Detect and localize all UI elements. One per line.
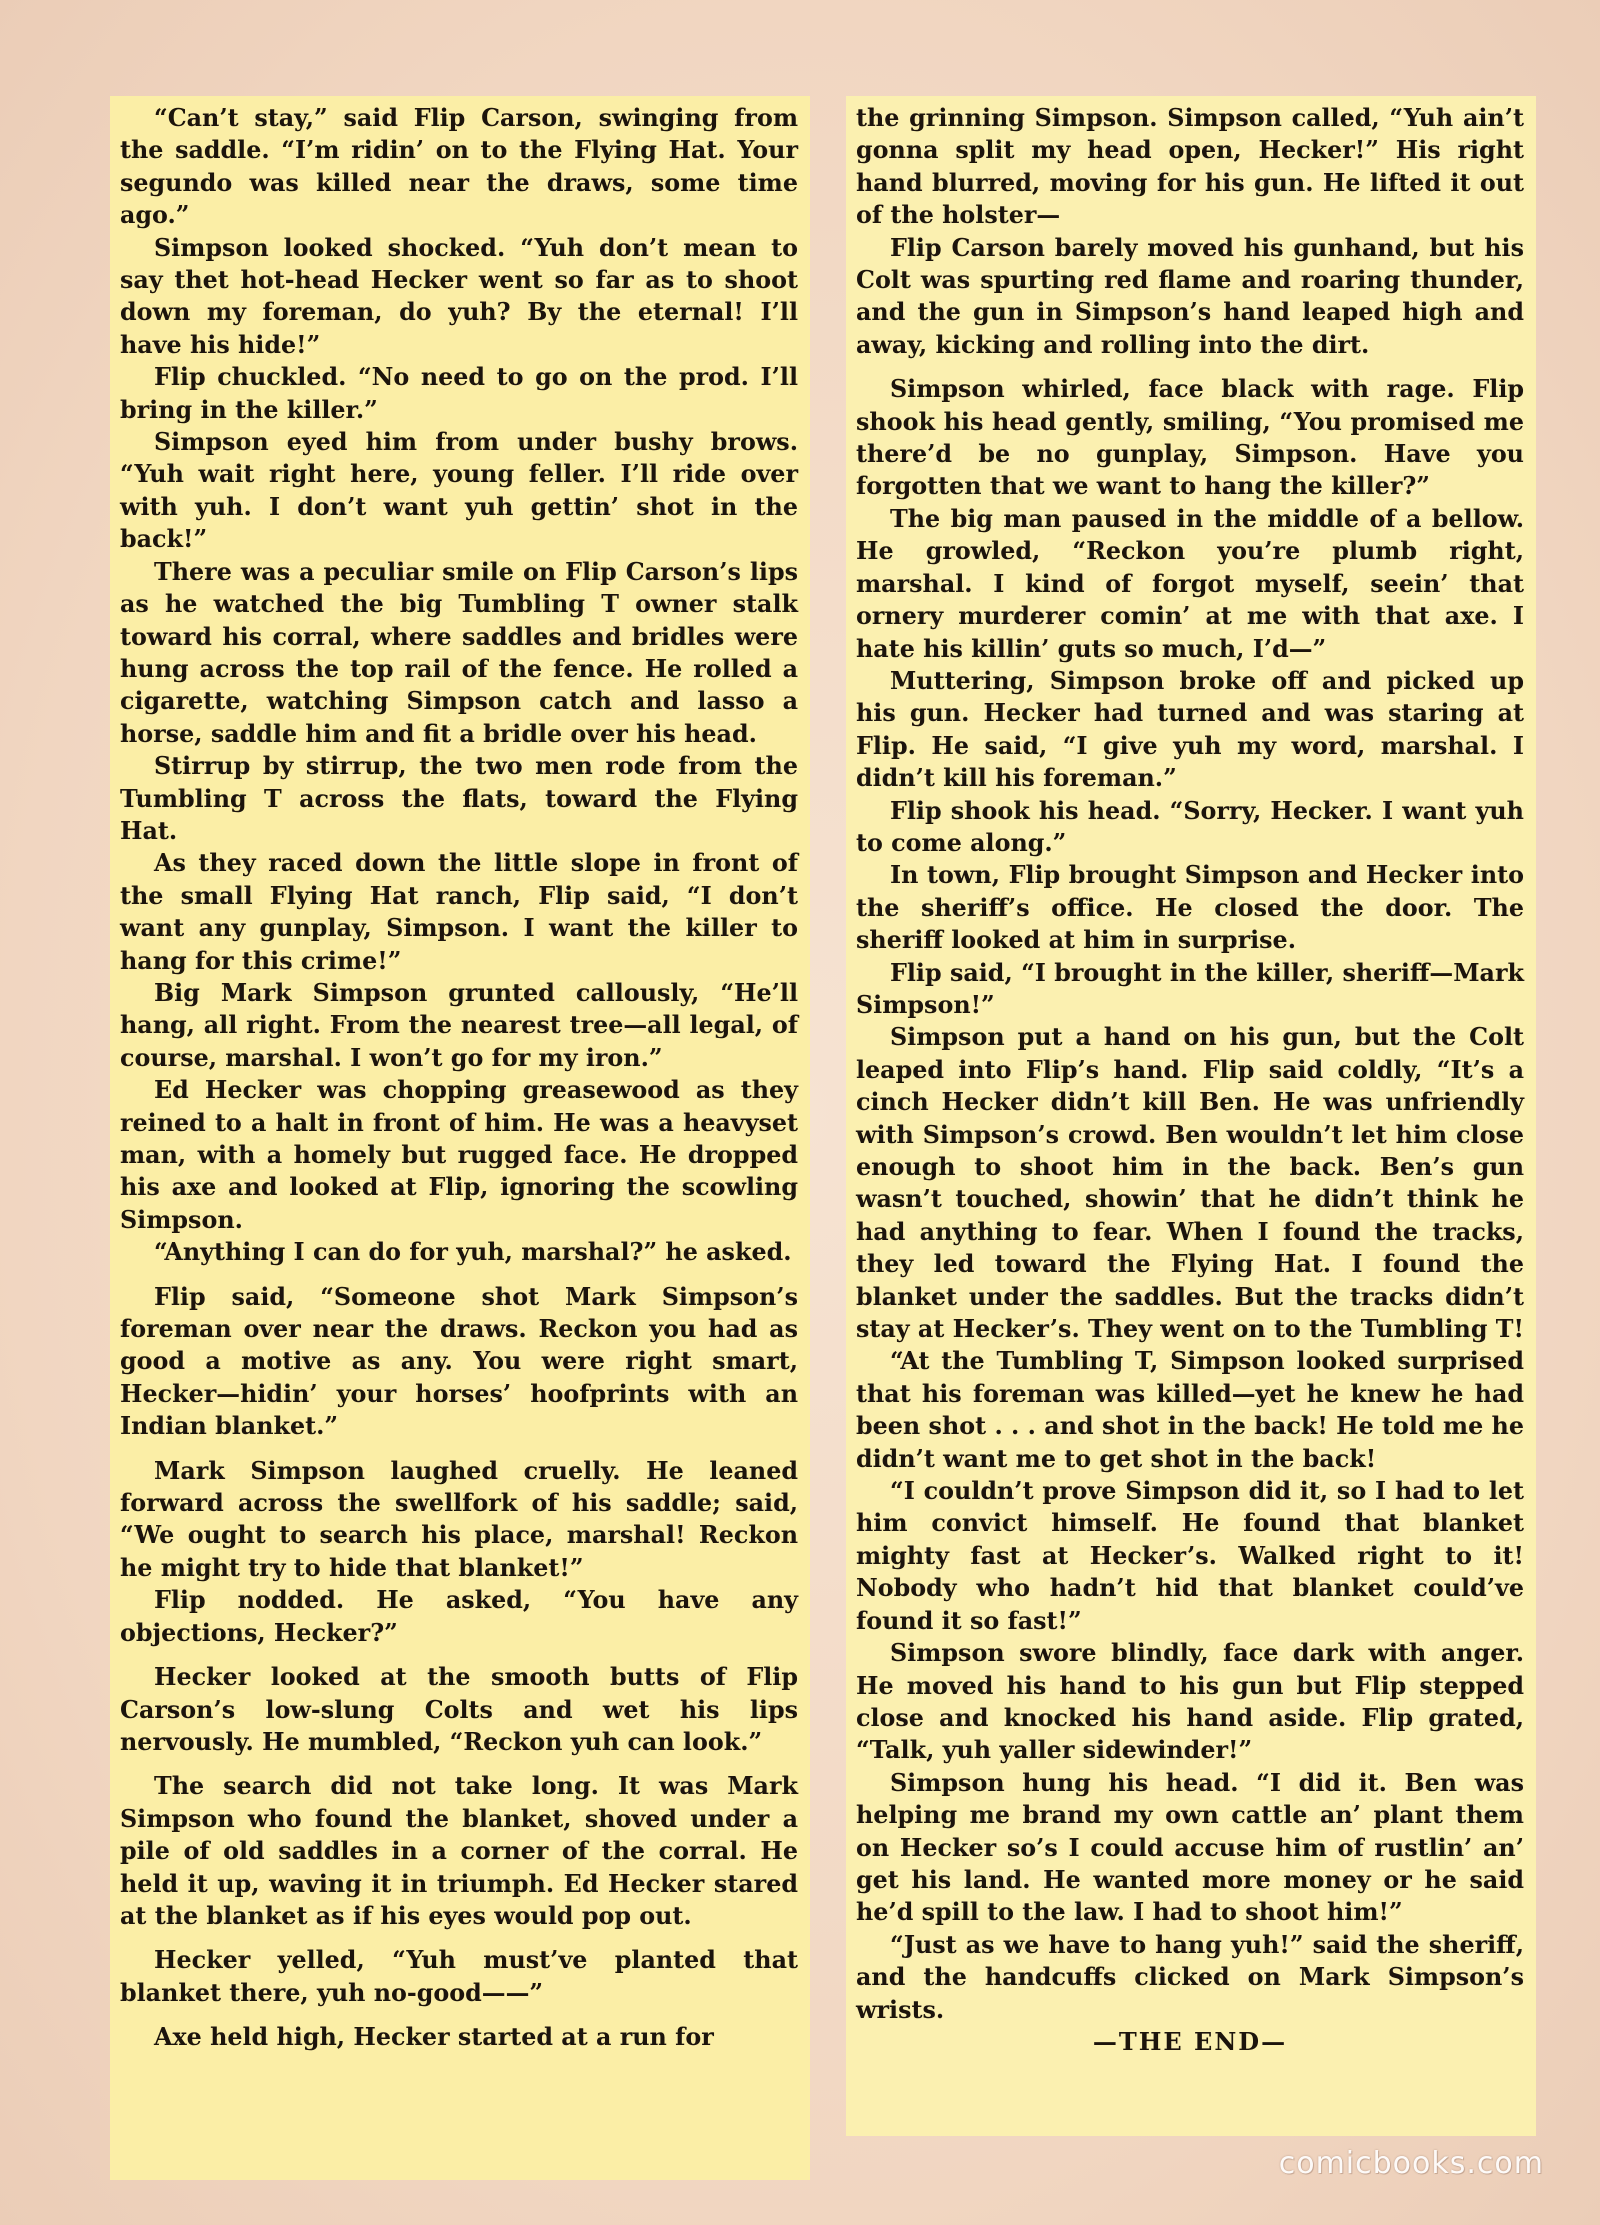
paragraph: Hecker looked at the smooth butts of Flip Carson’s low-slung Colts and wet his lips nervously. He mumbled, “Reckon yuh can look.” — [120, 1663, 798, 1756]
paragraph: Axe held high, Hecker started at a run for — [154, 2023, 714, 2052]
paragraph: “I couldn’t prove Simpson did it, so I had to let him convict himself. He found that blanket mighty fast at Hecker’s. Walked right to it! Nobody who hadn’t hid that blanket could’ve found it so fast!” — [856, 1477, 1524, 1635]
left-text-column — [110, 96, 810, 2180]
paragraph: As they raced down the little slope in front of the small Flying Hat ranch, Flip said, “I don’t want any gunplay, Simpson. I want the killer to hang for this crime!” — [120, 849, 798, 975]
paragraph: Flip chuckled. “No need to go on the prod. I’ll bring in the killer.” — [120, 363, 798, 424]
paragraph: The big man paused in the middle of a bellow. He growled, “Reckon you’re plumb right, marshal. I kind of forgot myself, seein’ that ornery murderer comin’ at me with that axe. I hate his killin’ guts so much, I’d—” — [856, 504, 1524, 663]
right-text-column — [846, 96, 1536, 2136]
paragraph: Simpson looked shocked. “Yuh don’t mean to say thet hot-head Hecker went so far as to shoot down my foreman, do yuh? By the eternal! I’ll have his hide!” — [120, 233, 798, 359]
paragraph: Stirrup by stirrup, the two men rode from the Tumbling T across the flats, toward the Flying Hat. — [120, 752, 798, 845]
paragraph: There was a peculiar smile on Flip Carson’s lips as he watched the big Tumbling T owner stalk toward his corral, where saddles and bridles were hung across the top rail of the fence. He rolled a cigarette, watching Simpson catch and lasso a horse, saddle him and fit a bridle over his head. — [120, 557, 798, 748]
the-end-label: —THE END— — [1092, 2026, 1288, 2056]
paragraph: Hecker yelled, “Yuh must’ve planted that blanket there, yuh no-good——” — [120, 1946, 798, 2007]
watermark: comicbooks.com — [1278, 2146, 1544, 2181]
paragraph: Big Mark Simpson grunted callously, “He’ll hang, all right. From the nearest tree—all legal, of course, marshal. I won’t go for my iron.” — [120, 978, 798, 1072]
paragraph: Mark Simpson laughed cruelly. He leaned forward across the swellfork of his saddle; said, “We ought to search his place, marshal! Reckon he might try to hide that blanket!” — [120, 1456, 798, 1582]
paragraph: The search did not take long. It was Mark Simpson who found the blanket, shoved under a pile of old saddles in a corner of the corral. He held it up, waving it in triumph. Ed Hecker stared at the blanket as if his eyes would pop out. — [120, 1772, 798, 1930]
paragraph: “Can’t stay,” said Flip Carson, swinging from the saddle. “I’m ridin’ on to the Flying Hat. Your segundo was killed near the draws, some time ago.” — [120, 104, 798, 230]
paragraph: Simpson eyed him from under bushy brows. “Yuh wait right here, young feller. I’ll ride over with yuh. I don’t want yuh gettin’ shot in the back!” — [120, 428, 798, 554]
paragraph: Flip shook his head. “Sorry, Hecker. I want yuh to come along.” — [856, 796, 1524, 857]
paragraph: Simpson hung his head. “I did it. Ben was helping me brand my own cattle an’ plant them on Hecker so’s I could accuse him of rustlin’ an’ get his land. He wanted more money or he said he’d spill to the law. I had to shoot him!” — [856, 1768, 1524, 1927]
paragraph: the grinning Simpson. Simpson called, “Yuh ain’t gonna split my head open, Hecker!” His right hand blurred, moving for his gun. He lifted it out of the holster— — [856, 104, 1524, 230]
paragraph: Simpson whirled, face black with rage. Flip shook his head gently, smiling, “You promised me there’d be no gunplay, Simpson. Have you forgotten that we want to hang the killer?” — [856, 375, 1524, 501]
paragraph: Flip said, “I brought in the killer, sheriff—Mark Simpson!” — [856, 958, 1524, 1019]
paragraph: Simpson put a hand on his gun, but the Colt leaped into Flip’s hand. Flip said coldly, “It’s a cinch Hecker didn’t kill Ben. He was unfriendly with Simpson’s crowd. Ben wouldn’t let him close enough to shoot him in the back. Ben’s gun wasn’t touched, showin’ that he didn’t think he had anything to fear. When I found the tracks, they led toward the Flying Hat. I found the blanket under the saddles. But the tracks didn’t stay at Hecker’s. They went on to the Tumbling T! — [856, 1023, 1524, 1344]
paragraph: Flip Carson barely moved his gunhand, but his Colt was spurting red flame and roaring thunder, and the gun in Simpson’s hand leaped high and away, kicking and rolling into the dirt. — [856, 233, 1524, 359]
paragraph: “Just as we have to hang yuh!” said the sheriff, and the handcuffs clicked on Mark Simpson’s wrists. — [856, 1930, 1524, 2024]
paragraph: Ed Hecker was chopping greasewood as they reined to a halt in front of him. He was a heavyset man, with a homely but rugged face. He dropped his axe and looked at Flip, ignoring the scowling Simpson. — [120, 1076, 798, 1234]
paragraph: “Anything I can do for yuh, marshal?” he asked. — [154, 1238, 792, 1267]
paragraph: Muttering, Simpson broke off and picked up his gun. Hecker had turned and was staring at Flip. He said, “I give yuh my word, marshal. I didn’t kill his foreman.” — [856, 666, 1524, 793]
paragraph: “At the Tumbling T, Simpson looked surprised that his foreman was killed—yet he knew he had been shot . . . and shot in the back! He told me he didn’t want me to get shot in the back! — [856, 1347, 1524, 1473]
paragraph: In town, Flip brought Simpson and Hecker into the sheriff’s office. He closed the door. The sheriff looked at him in surprise. — [856, 861, 1524, 955]
paragraph: Simpson swore blindly, face dark with anger. He moved his hand to his gun but Flip stepped close and knocked his hand aside. Flip grated, “Talk, yuh yaller sidewinder!” — [856, 1639, 1524, 1765]
paragraph: Flip nodded. He asked, “You have any objections, Hecker?” — [120, 1586, 798, 1647]
paragraph: Flip said, “Someone shot Mark Simpson’s foreman over near the draws. Reckon you had as good a motive as any. You were right smart, Hecker—hidin’ your horses’ hoofprints with an Indian blanket.” — [120, 1282, 798, 1441]
